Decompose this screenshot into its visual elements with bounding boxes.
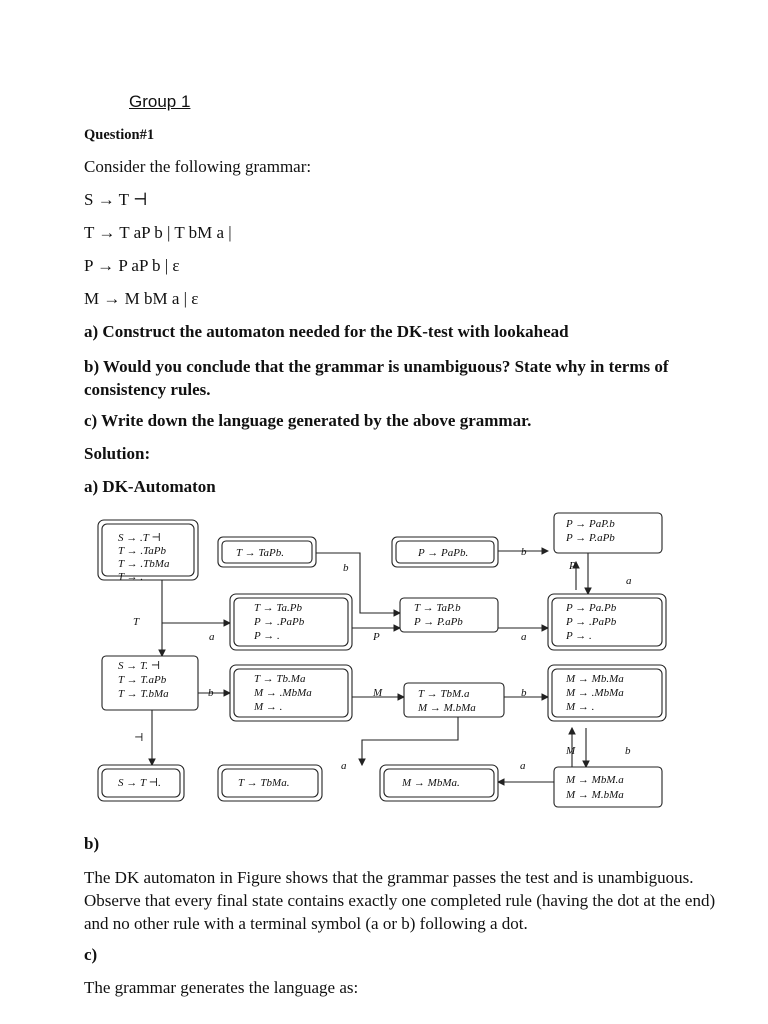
label-a-s12: a: [341, 760, 347, 772]
label-P-s5: P: [373, 631, 380, 643]
solution-b-heading: b): [84, 834, 100, 853]
label-b-s2: b: [521, 546, 527, 558]
state-s14: [554, 767, 662, 807]
state-s12: [218, 765, 322, 801]
state-s1-rule-1: T → TaPb.: [236, 547, 284, 559]
question-c: c) Write down the language generated by the above grammar.: [84, 411, 532, 430]
label-T: T: [133, 616, 140, 628]
state-s2-rule-1: P → PaPb.: [418, 547, 469, 559]
state-s10-rule-1: M → Mb.Ma: [566, 673, 624, 685]
state-s8-rule-3: M → .: [254, 701, 283, 713]
state-s10: [548, 665, 666, 721]
state-s0-rule-1: S → .T ⊣: [118, 532, 161, 544]
state-s5-rule-2: P → P.aPb: [414, 616, 463, 628]
grammar-rule-t: T → T aP b | T bM a |: [84, 223, 232, 242]
group-title: Group 1: [129, 92, 191, 111]
state-s7-rule-3: T → T.bMa: [118, 688, 169, 700]
state-s14-rule-2: M → M.bMa: [566, 789, 624, 801]
state-s7: [102, 656, 198, 710]
state-s7-rule-2: T → T.aPb: [118, 674, 167, 686]
state-s6-rule-1: P → Pa.Pb: [566, 602, 617, 614]
label-b-s14: b: [625, 745, 631, 757]
label-P-s3: P: [569, 560, 576, 572]
state-s8-rule-1: T → Tb.Ma: [254, 673, 306, 685]
state-s12-rule-1: T → TbMa.: [238, 777, 290, 789]
state-s6-rule-3: P → .: [566, 630, 592, 642]
solution-heading: Solution:: [84, 444, 151, 463]
question-number: Question#1: [84, 127, 155, 143]
state-s6: [548, 594, 666, 650]
label-a-s4: a: [209, 631, 215, 643]
state-s8: [230, 665, 352, 721]
label-M-s9: M: [373, 687, 383, 699]
state-s9: [404, 683, 504, 717]
state-s3: [554, 513, 662, 553]
intro-text: Consider the following grammar:: [84, 157, 312, 176]
state-s6-rule-2: P → .PaPb: [566, 616, 617, 628]
question-a: a) Construct the automaton needed for the DK-test with lookahead: [84, 322, 569, 341]
state-s1: [218, 537, 316, 567]
solution-c-text: The grammar generates the language as:: [84, 978, 359, 997]
state-s10-rule-3: M → .: [566, 701, 595, 713]
label-a-s6: a: [521, 631, 527, 643]
state-s0-rule-2: T → .TaPb: [118, 545, 166, 557]
label-end-s11: ⊣: [134, 732, 144, 744]
grammar-rule-m: M → M bM a | ε: [84, 289, 199, 308]
grammar-rule-s: S → T ⊣: [84, 190, 148, 209]
solution-a-heading: a) DK-Automaton: [84, 477, 216, 496]
state-s3-rule-1: P → PaP.b: [566, 518, 615, 530]
edge-s9-s12: [362, 712, 458, 765]
diagram-edges: [152, 551, 588, 782]
state-s9-rule-2: M → M.bMa: [418, 702, 476, 714]
state-s0-rule-3: T → .TbMa: [118, 558, 170, 570]
state-s8-rule-2: M → .MbMa: [254, 687, 312, 699]
solution-b-text: The DK automaton in Figure shows that the grammar passes the test and is unambiguous. Observe that every final state contains exactly one completed rule (having the dot at the end) and no other rule with a terminal symbol (a or b) following a dot.: [84, 868, 716, 933]
state-s14-rule-1: M → MbM.a: [566, 774, 624, 786]
label-b-s10: b: [521, 687, 527, 699]
state-s4: [230, 594, 352, 650]
state-s2: [392, 537, 498, 567]
state-s4-rule-2: P → .PaPb: [254, 616, 305, 628]
question-b: b) Would you conclude that the grammar is unambiguous? State why in terms of consistency rules.: [84, 357, 669, 399]
state-s4-rule-3: P → .: [254, 630, 280, 642]
state-s5: [400, 598, 498, 632]
label-a-s3: a: [626, 575, 632, 587]
state-s3-rule-2: P → P.aPb: [566, 532, 615, 544]
solution-c-heading: c): [84, 945, 98, 964]
label-b-s8: b: [208, 687, 214, 699]
grammar-rule-p: P → P aP b | ε: [84, 256, 180, 275]
label-a-s13: a: [520, 760, 526, 772]
state-s11-rule-1: S → T ⊣.: [118, 777, 161, 789]
label-b-s1: b: [343, 562, 349, 574]
state-s13-rule-1: M → MbMa.: [402, 777, 460, 789]
state-s10-rule-2: M → .MbMa: [566, 687, 624, 699]
state-s0: [98, 520, 198, 583]
state-s4-rule-1: T → Ta.Pb: [254, 602, 302, 614]
state-s5-rule-1: T → TaP.b: [414, 602, 461, 614]
state-s9-rule-1: T → TbM.a: [418, 688, 470, 700]
state-s7-rule-1: S → T. ⊣: [118, 660, 161, 672]
label-M-s10: M: [566, 745, 576, 757]
state-s0-rule-4: T → .: [118, 571, 144, 583]
state-s13: [380, 765, 498, 801]
edge-labels: [133, 546, 632, 772]
state-s11: [98, 765, 184, 801]
